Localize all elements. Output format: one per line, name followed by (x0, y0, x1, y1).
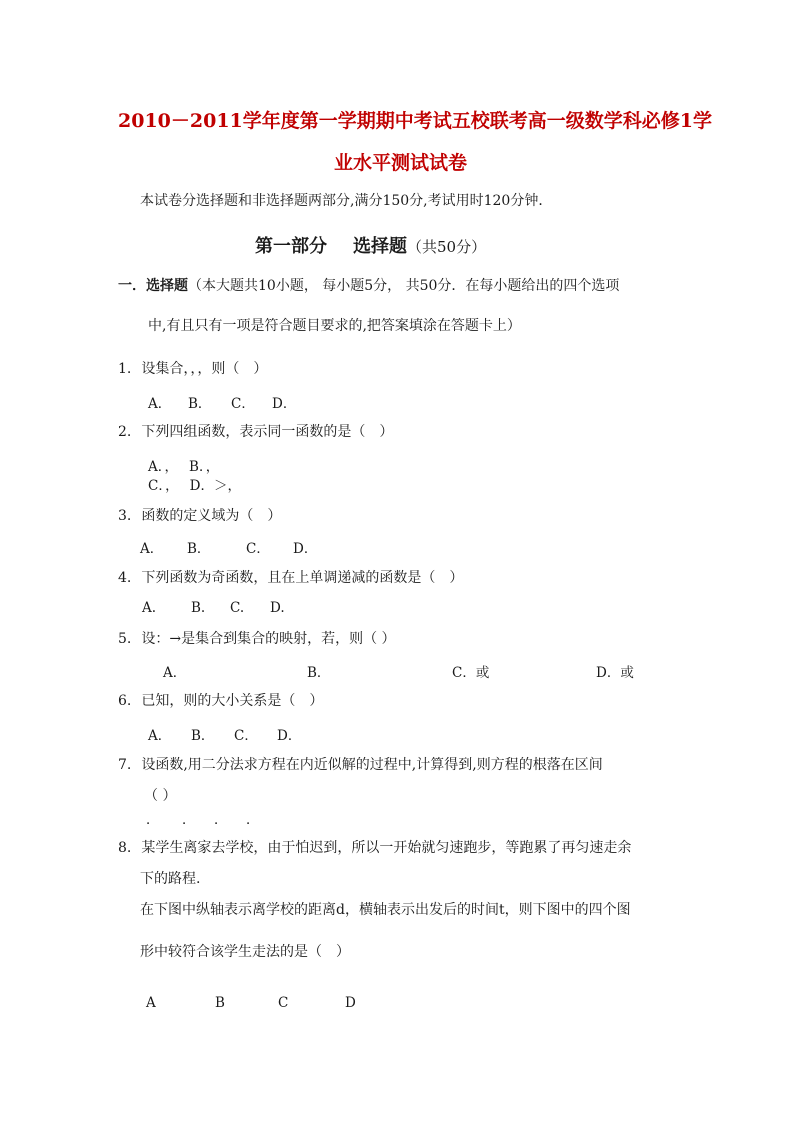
section1-desc-2: 中,有且只有一项是符合题目要求的,把答案填涂在答题卡上） (148, 318, 521, 334)
question-4 (118, 567, 463, 587)
q7-option-b: ． (182, 812, 196, 828)
q7-option-d: ． (246, 812, 260, 828)
q4-option-a: A. (142, 600, 157, 616)
question-3 (118, 505, 281, 525)
q3-option-d: D． (293, 541, 318, 557)
question-8 (118, 837, 631, 857)
q8-text-line-2: 下的路程. (140, 871, 201, 887)
q2-options-row-2: C．， D．＞， (148, 478, 241, 494)
question-5 (118, 628, 396, 648)
q5-option-a: A． (163, 665, 187, 681)
section1-heading (118, 275, 619, 295)
q8-text-line-4: 形中较符合该学生走法的是（ ） (140, 944, 350, 960)
q5-option-d: D．或 (596, 665, 634, 681)
q8-text-line-3: 在下图中纵轴表示离学校的距离d，横轴表示出发后的时间t，则下图中的四个图 (140, 902, 631, 918)
q1-option-c: C． (231, 396, 255, 412)
part1-heading (255, 232, 486, 258)
part1-label: 第一部分 (255, 236, 327, 257)
question-text: 函数的定义域为（ ） (141, 508, 282, 524)
question-number: 2. (118, 424, 132, 440)
question-text: 设集合，，，则（ ） (141, 361, 268, 377)
q4-option-d: D. (270, 600, 285, 616)
question-2 (118, 421, 393, 441)
q3-option-a: A． (140, 541, 164, 557)
question-1 (118, 358, 267, 378)
q6-option-a: A． (148, 728, 172, 744)
q8-option-d: D (345, 995, 356, 1011)
q1-option-b: B． (188, 396, 212, 412)
q1-option-a: A． (148, 396, 172, 412)
question-number: 3. (118, 508, 132, 524)
question-text: 已知，则的大小关系是（ ） (141, 693, 324, 709)
question-text: 设：→是集合到集合的映射，若，则（ ） (141, 631, 396, 647)
q6-option-b: B． (191, 728, 215, 744)
q2-options-row-1: A．， B．， (148, 459, 220, 475)
q4-option-b: B. (191, 600, 206, 616)
q7-option-c: ． (214, 812, 228, 828)
question-text: 下列四组函数，表示同一函数的是（ ） (141, 424, 394, 440)
question-number: 5. (118, 631, 132, 647)
question-text: 设函数,用二分法求方程在内近似解的过程中,计算得到,则方程的根落在区间 (141, 757, 603, 773)
section1-name: 选择题 (146, 278, 188, 294)
q6-option-c: C． (234, 728, 258, 744)
question-number: 6. (118, 693, 132, 709)
q7-answer-blank: （ ） (144, 788, 177, 804)
section1-number: 一． (118, 278, 146, 294)
q5-option-b: B． (307, 665, 331, 681)
q8-option-c: C (278, 995, 289, 1011)
q4-option-c: C. (230, 600, 245, 616)
q3-option-c: C． (246, 541, 270, 557)
section1-desc-1: （本大题共10小题， 每小题5分， 共50分．在每小题给出的四个选项 (188, 278, 620, 294)
q5-option-c: C．或 (452, 665, 490, 681)
question-number: 8. (118, 840, 132, 856)
q1-option-d: D． (272, 396, 297, 412)
intro-text: 本试卷分选择题和非选择题两部分,满分150分,考试用时120分钟． (140, 193, 553, 209)
question-number: 1. (118, 361, 132, 377)
title-line-1: 2010－2011学年度第一学期期中考试五校联考高一级数学科必修1学 (118, 110, 712, 132)
part1-name: 选择题 (353, 236, 407, 257)
q6-option-d: D． (277, 728, 302, 744)
q8-option-a: A (146, 995, 156, 1011)
q8-option-b: B (215, 995, 225, 1011)
question-number: 7. (118, 757, 132, 773)
part1-score: （共50分） (407, 238, 487, 256)
question-number: 4. (118, 570, 132, 586)
question-6 (118, 690, 323, 710)
title-line-2: 业水平测试试卷 (334, 152, 468, 174)
question-text: 下列函数为奇函数，且在上单调递减的函数是（ ） (141, 570, 464, 586)
q7-option-a: ． (146, 812, 160, 828)
q3-option-b: B． (187, 541, 211, 557)
question-7 (118, 754, 603, 774)
question-text: 某学生离家去学校，由于怕迟到，所以一开始就匀速跑步，等跑累了再匀速走余 (141, 840, 632, 856)
